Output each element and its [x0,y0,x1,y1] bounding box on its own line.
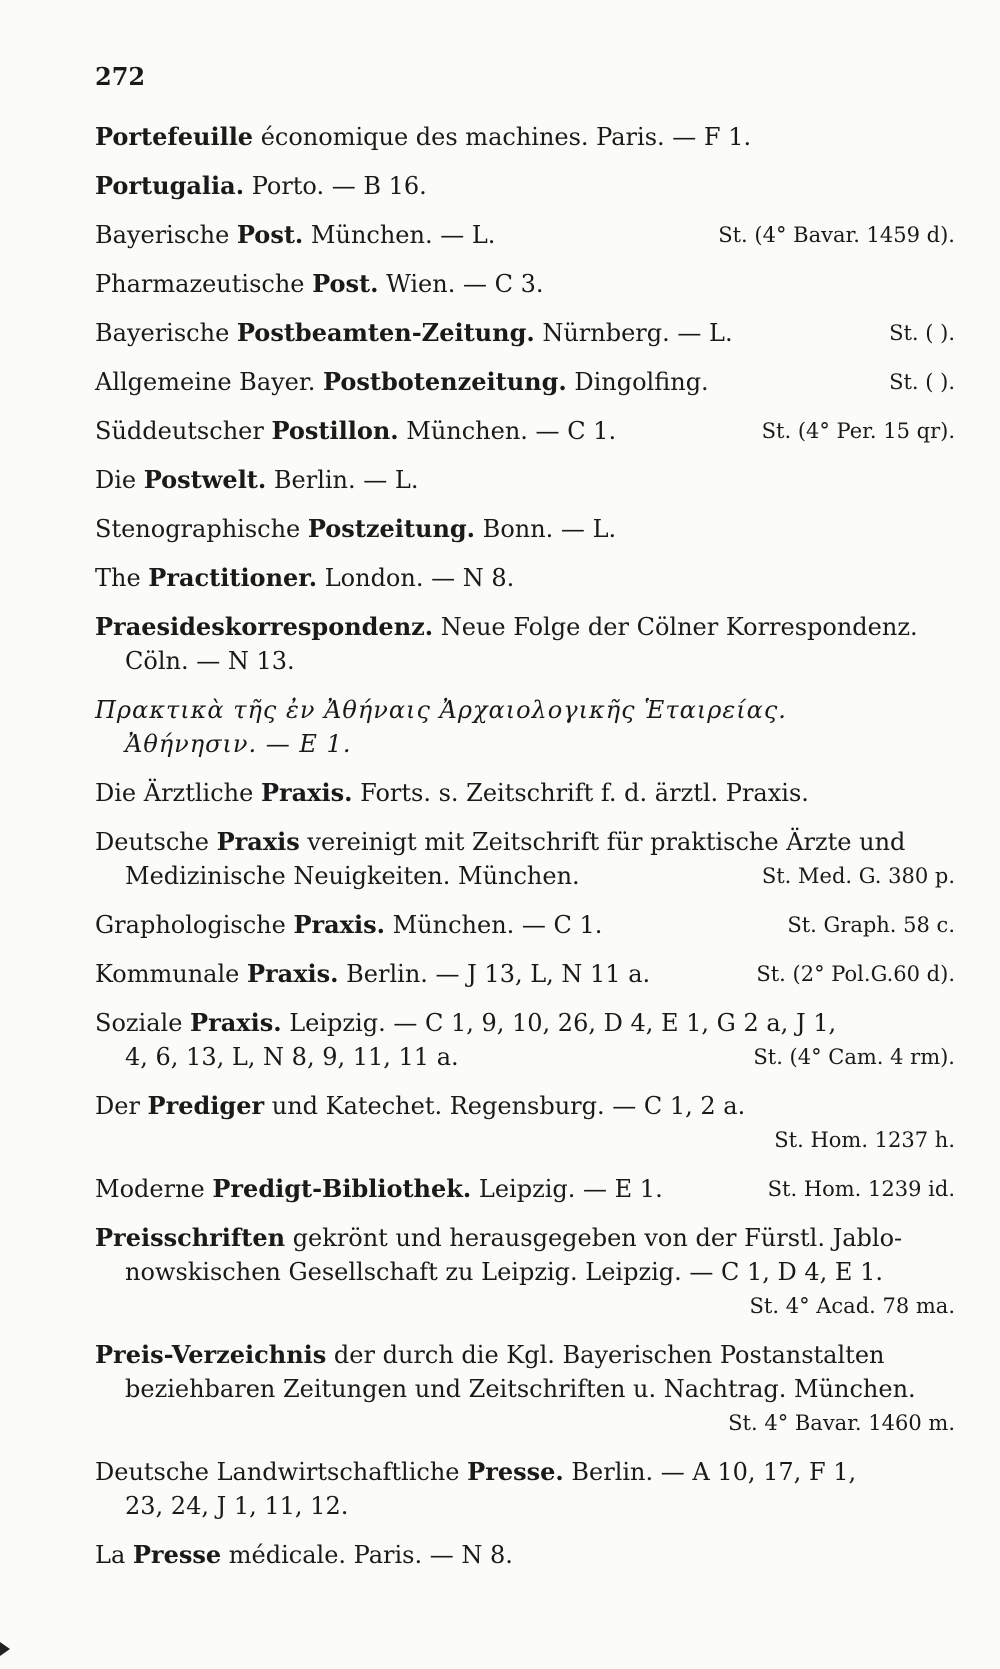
catalog-entry [95,561,955,595]
entry-keyword: Portugalia. [95,171,245,200]
entry-keyword: Post. [312,269,379,298]
catalog-entry [95,1006,955,1074]
entry-title [95,1455,856,1489]
entry-details: München. — L. [303,221,496,249]
entry-details: vereinigt mit Zeitschrift für praktische Ärzte und [299,828,906,856]
entry-prefix: Stenographische [95,515,308,543]
page-number: 272 [95,62,146,91]
entry-keyword: Prediger [147,1091,265,1120]
entry-first-line [95,825,955,859]
entry-first-line [95,365,955,399]
catalog-entry [95,218,955,252]
entry-keyword: Postzeitung. [307,514,476,543]
catalog-entry [95,1338,955,1440]
continuation-text: beziehbaren Zeitungen und Zeitschriften u. Nachtrag. München. [125,1375,916,1403]
catalog-entry [95,825,955,893]
entry-list [95,120,955,1587]
entry-details: gekrönt und herausgegeben von der Fürstl. Jablo- [285,1224,903,1252]
entry-details: Nürnberg. — L. [534,319,733,347]
entry-keyword: Postbeamten-Zeitung. [236,318,535,347]
entry-first-line [95,1221,955,1255]
entry-first-line [95,267,955,301]
catalog-entry [95,365,955,399]
entry-keyword: Praxis. [293,910,385,939]
entry-details: Porto. — B 16. [244,172,427,200]
catalog-entry [95,267,955,301]
catalog-entry [95,1221,955,1323]
entry-details: Wien. — C 3. [378,270,544,298]
entry-first-line [95,120,955,154]
catalog-entry [95,610,955,678]
catalog-entry [95,169,955,203]
entry-shelfmark: St. (2° Pol.G.60 d). [756,962,955,986]
entry-prefix: Deutsche [95,828,217,856]
entry-details: und Katechet. Regensburg. — C 1, 2 a. [264,1092,746,1120]
entry-title [95,1338,884,1372]
entry-title [95,463,418,497]
entry-continuation [95,1489,955,1523]
entry-keyword: Praxis. [190,1008,282,1037]
entry-first-line [95,693,955,727]
entry-continuation [95,727,955,761]
entry-details: Berlin. — L. [266,466,419,494]
entry-title [95,1221,902,1255]
catalog-entry [95,1538,955,1572]
entry-details: Forts. s. Zeitschrift f. d. ärztl. Praxis. [352,779,809,807]
entry-title [95,825,905,859]
entry-title [95,414,616,448]
entry-keyword: Preis-Verzeichnis [95,1340,327,1369]
entry-keyword: Praxis [216,827,300,856]
entry-first-line [95,776,955,810]
entry-keyword: Predigt-Bibliothek. [212,1174,472,1203]
continuation-text: nowskischen Gesellschaft zu Leipzig. Leipzig. — C 1, D 4, E 1. [125,1258,883,1286]
entry-keyword: Portefeuille [95,122,254,151]
catalog-entry [95,1172,955,1206]
entry-prefix: The [95,564,149,592]
entry-continuation [95,1255,955,1289]
entry-keyword: Practitioner. [148,563,318,592]
entry-title [95,1089,745,1123]
entry-title [95,267,544,301]
continuation-text: Cöln. — N 13. [125,647,295,675]
entry-title [95,365,709,399]
entry-title [95,1006,836,1040]
catalog-entry [95,776,955,810]
entry-shelfmark: St. ( ). [889,321,955,345]
entry-first-line [95,610,955,644]
entry-first-line [95,1089,955,1123]
entry-title [95,316,733,350]
entry-continuation [95,859,955,893]
entry-details: Dingolfing. [566,368,709,396]
entry-title [95,218,495,252]
entry-prefix: Deutsche Landwirtschaftliche [95,1458,468,1486]
catalog-entry [95,316,955,350]
entry-details: Leipzig. — C 1, 9, 10, 26, D 4, E 1, G 2 a, J 1, [281,1009,837,1037]
entry-first-line [95,1172,955,1206]
entry-shelfmark: St. 4° Acad. 78 ma. [749,1294,955,1318]
entry-continuation [95,1372,955,1406]
entry-shelfmark: St. Hom. 1237 h. [774,1128,955,1152]
entry-first-line [95,908,955,942]
entry-prefix: Süddeutscher [95,417,272,445]
entry-first-line [95,1455,955,1489]
catalog-entry [95,414,955,448]
entry-prefix: Allgemeine Bayer. [95,368,323,396]
page-edge-marker [0,1642,10,1656]
entry-title [95,610,918,644]
continuation-text: Ἀθήνησιν. — E 1. [125,730,352,758]
entry-title [95,776,809,810]
catalog-entry [95,1089,955,1157]
entry-details: Bonn. — L. [475,515,617,543]
entry-keyword: Presse [132,1540,222,1569]
entry-prefix: Pharmazeutische [95,270,313,298]
entry-first-line [95,512,955,546]
entry-keyword: Postillon. [271,416,399,445]
entry-prefix: Die [95,466,144,494]
entry-first-line [95,1538,955,1572]
entry-shelfmark: St. Hom. 1239 id. [767,1177,955,1201]
entry-title [95,1538,513,1572]
entry-keyword: Postwelt. [143,465,267,494]
entry-title [95,957,650,991]
entry-details: München. — C 1. [398,417,617,445]
entry-prefix: Moderne [95,1175,213,1203]
entry-shelfmark: St. (4° Cam. 4 rm). [753,1045,955,1069]
entry-details: Berlin. — A 10, 17, F 1, [563,1458,857,1486]
entry-prefix: Kommunale [95,960,247,988]
entry-first-line [95,1006,955,1040]
continuation-text: 23, 24, J 1, 11, 12. [125,1492,349,1520]
entry-title [95,169,427,203]
entry-details: Leipzig. — E 1. [471,1175,663,1203]
entry-title [95,693,787,727]
catalog-entry [95,693,955,761]
entry-keyword: Praxis. [260,778,353,807]
entry-shelfmark: St. (4° Per. 15 qr). [761,419,955,443]
entry-prefix: La [95,1541,133,1569]
entry-shelfmark: St. Graph. 58 c. [787,913,955,937]
entry-title [95,512,616,546]
entry-details: London. — N 8. [317,564,515,592]
catalog-entry [95,463,955,497]
entry-title [95,120,751,154]
entry-keyword: Praesideskorrespondenz. [95,612,434,641]
entry-keyword: Preisschriften [95,1223,286,1252]
entry-details: Berlin. — J 13, L, N 11 a. [338,960,651,988]
entry-shelfmark: St. 4° Bavar. 1460 m. [728,1411,955,1435]
entry-prefix: Bayerische [95,319,237,347]
entry-details: médicale. Paris. — N 8. [221,1541,513,1569]
catalog-entry [95,908,955,942]
entry-keyword: Praxis. [246,959,339,988]
catalog-entry [95,957,955,991]
catalog-entry [95,512,955,546]
entry-title [95,908,602,942]
continuation-text: Medizinische Neuigkeiten. München. [125,862,580,890]
entry-first-line [95,463,955,497]
entry-keyword: Post. [236,220,304,249]
entry-prefix: Bayerische [95,221,237,249]
entry-first-line [95,414,955,448]
entry-prefix: Πρακτικὰ τῆς ἐν Ἀθήναις Ἀρχαιολογικῆς Ἑταιρείας. [95,696,787,724]
entry-first-line [95,561,955,595]
entry-keyword: Presse. [467,1457,564,1486]
entry-shelfmark: St. (4° Bavar. 1459 d). [718,223,955,247]
entry-shelfmark: St. Med. G. 380 p. [761,864,955,888]
entry-first-line [95,169,955,203]
catalog-entry [95,1455,955,1523]
entry-first-line [95,1338,955,1372]
entry-first-line [95,957,955,991]
entry-details: économique des machines. Paris. — F 1. [253,123,752,151]
entry-keyword: Postbotenzeitung. [322,367,567,396]
entry-details: Neue Folge der Cölner Korrespondenz. [433,613,918,641]
entry-title [95,561,514,595]
entry-first-line [95,218,955,252]
continuation-text: 4, 6, 13, L, N 8, 9, 11, 11 a. [125,1043,459,1071]
entry-shelfmark: St. ( ). [889,370,955,394]
catalog-entry [95,120,955,154]
entry-continuation [95,644,955,678]
entry-prefix: Soziale [95,1009,191,1037]
entry-details: der durch die Kgl. Bayerischen Postanstalten [326,1341,885,1369]
entry-prefix: Die Ärztliche [95,779,261,807]
entry-prefix: Graphologische [95,911,294,939]
entry-prefix: Der [95,1092,148,1120]
entry-continuation [95,1040,955,1074]
entry-details: München. — C 1. [384,911,603,939]
entry-title [95,1172,663,1206]
entry-first-line [95,316,955,350]
